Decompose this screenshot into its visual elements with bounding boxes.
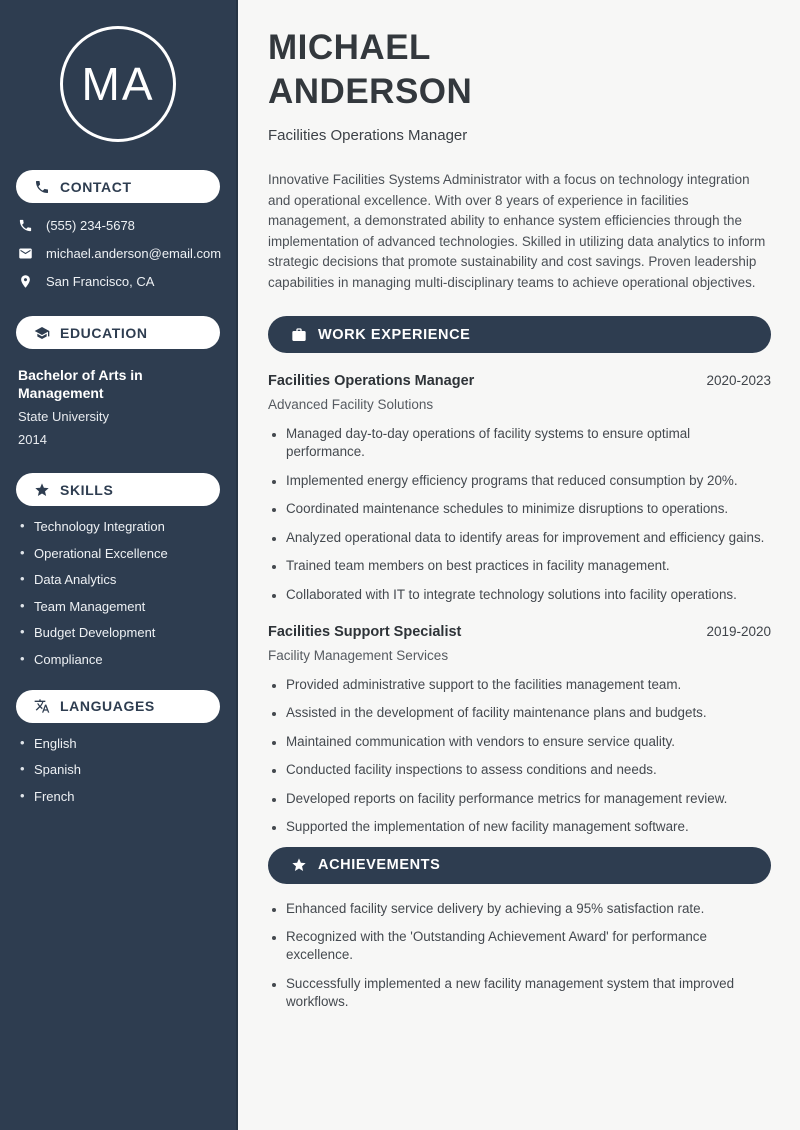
language-item: • French xyxy=(20,789,220,804)
job-header xyxy=(268,373,771,389)
skill-item: • Technology Integration xyxy=(20,519,220,534)
candidate-name xyxy=(268,26,771,114)
contact-section-title: CONTACT xyxy=(60,178,132,195)
avatar-initials: MA xyxy=(81,58,155,110)
languages-section-header xyxy=(16,690,220,723)
education-section-header xyxy=(16,316,220,349)
education-section-title: EDUCATION xyxy=(60,324,148,341)
education-degree: Bachelor of Arts in Management xyxy=(18,367,143,401)
candidate-last-name: ANDERSON xyxy=(268,72,473,111)
professional-summary: Innovative Facilities Systems Administrator with a focus on technology integration and operational excellence. With over 8 years of experience in facilities management, a demonstrated ability to enhance system efficiencies through the implementation of advanced technologies. Skilled in utilizing data analytics to inform strategic decisions that promote sustainability and cost savings. Proven leadership capabilities in managing multi-disciplinary teams to achieve operational objectives. xyxy=(268,172,766,290)
star-icon xyxy=(291,857,307,873)
job-bullet: • Developed reports on facility performance metrics for management review. xyxy=(286,790,771,808)
translate-icon xyxy=(34,698,50,714)
achievements-section-title: ACHIEVEMENTS xyxy=(318,857,441,873)
skill-item: • Team Management xyxy=(20,599,220,614)
contact-phone-value: (555) 234-5678 xyxy=(46,218,135,233)
contact-email-value: michael.anderson@email.com xyxy=(46,246,222,261)
skill-item: • Operational Excellence xyxy=(20,546,220,561)
job-bullet: • Collaborated with IT to integrate technology solutions into facility operations. xyxy=(286,586,771,604)
achievement-bullet: • Successfully implemented a new facility management system that improved workflows. xyxy=(286,975,738,1011)
job-bullet-list xyxy=(268,425,771,604)
graduation-cap-icon xyxy=(34,325,50,341)
main-content xyxy=(238,0,800,1130)
star-icon xyxy=(34,482,50,498)
job-dates: 2019-2020 xyxy=(706,623,771,639)
job-bullet: • Conducted facility inspections to assess conditions and needs. xyxy=(286,761,771,779)
job-entry xyxy=(268,373,771,604)
job-bullet: • Analyzed operational data to identify areas for improvement and efficiency gains. xyxy=(286,529,771,547)
contact-section-header xyxy=(16,170,220,203)
education-school: State University xyxy=(18,409,110,424)
job-bullet: • Managed day-to-day operations of facility systems to ensure optimal performance. xyxy=(286,425,771,461)
job-bullet: • Supported the implementation of new facility management software. xyxy=(286,818,771,836)
language-item: • Spanish xyxy=(20,762,220,777)
phone-icon xyxy=(34,179,50,195)
avatar xyxy=(60,26,176,142)
job-title: Facilities Operations Manager xyxy=(268,373,475,389)
job-bullet: • Maintained communication with vendors to ensure service quality. xyxy=(286,733,771,751)
candidate-headline: Facilities Operations Manager xyxy=(268,127,468,144)
job-company: Advanced Facility Solutions xyxy=(268,397,434,412)
skill-item: • Compliance xyxy=(20,652,220,667)
skills-section-header xyxy=(16,473,220,506)
job-bullet: • Implemented energy efficiency programs that reduced consumption by 20%. xyxy=(286,472,771,490)
achievement-bullet: • Recognized with the 'Outstanding Achievement Award' for performance excellence. xyxy=(286,928,738,964)
job-header xyxy=(268,624,771,640)
job-entry xyxy=(268,624,771,837)
job-bullet: • Trained team members on best practices in facility management. xyxy=(286,557,771,575)
skills-section-title: SKILLS xyxy=(60,481,114,498)
skill-item: • Budget Development xyxy=(20,625,220,640)
mail-icon xyxy=(18,246,33,261)
contact-location-value: San Francisco, CA xyxy=(46,274,155,289)
briefcase-icon xyxy=(291,327,307,343)
phone-icon xyxy=(18,218,33,233)
work-experience-section-title: WORK EXPERIENCE xyxy=(318,326,471,343)
job-bullet: • Assisted in the development of facility maintenance plans and budgets. xyxy=(286,704,771,722)
education-entry xyxy=(16,366,220,447)
languages-section-title: LANGUAGES xyxy=(60,698,155,714)
job-bullet: • Provided administrative support to the facilities management team. xyxy=(286,676,771,694)
candidate-first-name: MICHAEL xyxy=(268,28,431,67)
job-title: Facilities Support Specialist xyxy=(268,623,462,640)
languages-list xyxy=(16,736,220,804)
location-pin-icon xyxy=(18,274,33,289)
job-bullet: • Coordinated maintenance schedules to minimize disruptions to operations. xyxy=(286,500,771,518)
skills-list xyxy=(16,519,220,667)
contact-list xyxy=(16,216,220,291)
education-year: 2014 xyxy=(18,432,47,447)
contact-location-row xyxy=(18,272,220,291)
contact-email-row xyxy=(18,244,220,263)
job-dates: 2020-2023 xyxy=(706,373,771,388)
skill-item: • Data Analytics xyxy=(20,572,220,587)
job-bullet-list xyxy=(268,676,771,837)
work-experience-section-header xyxy=(268,316,771,353)
achievement-bullet: • Enhanced facility service delivery by achieving a 95% satisfaction rate. xyxy=(286,900,738,918)
sidebar xyxy=(0,0,238,1130)
achievements-list xyxy=(268,900,738,1011)
language-item: • English xyxy=(20,736,220,751)
contact-phone-row xyxy=(18,216,220,235)
job-company: Facility Management Services xyxy=(268,647,449,663)
achievements-section-header xyxy=(268,847,771,884)
